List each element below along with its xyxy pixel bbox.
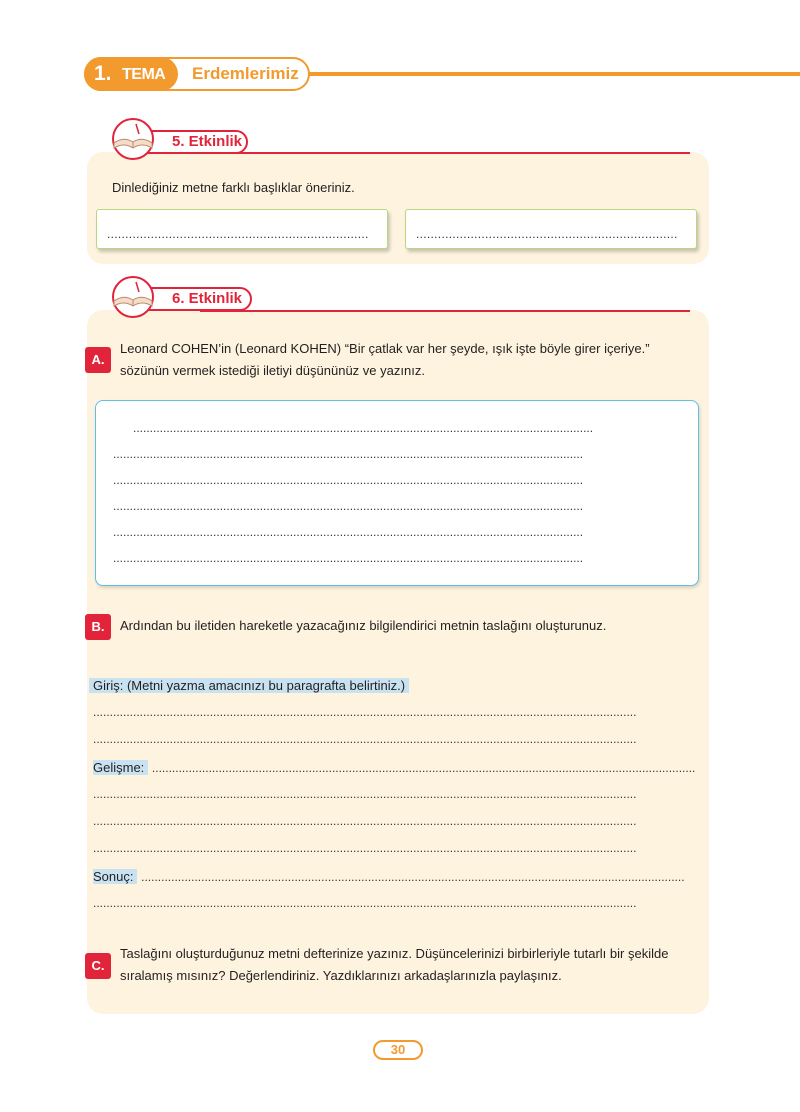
theme-label: TEMA	[122, 66, 166, 83]
section-b-text: Ardından bu iletiden hareketle yazacağınız bilgilendirici metnin taslağını oluşturunuz.	[120, 618, 607, 633]
theme-title: Erdemlerimiz	[192, 64, 299, 83]
answer-line: ..........................................................................................................................................	[133, 421, 594, 435]
open-book-icon	[106, 276, 160, 318]
answer-line: .............................................................................................................................................	[113, 551, 584, 565]
outline-line[interactable]: ...................................................................................................................................................................	[93, 841, 637, 855]
sonuc-row[interactable]	[93, 866, 701, 888]
activity6-title: 6. Etkinlik	[120, 287, 252, 311]
activity5-instruction: Dinlediğiniz metne farklı başlıklar öneriniz.	[112, 180, 355, 195]
section-b-badge: B.	[85, 614, 111, 640]
activity5-title: 5. Etkinlik	[120, 130, 248, 154]
answer-dots: ........................................................................	[416, 227, 678, 241]
section-a-answer-box[interactable]	[95, 400, 699, 586]
section-a-line1: Leonard COHEN’in (Leonard KOHEN) “Bir çatlak var her şeyde, ışık işte böyle girer içeriye.”	[120, 341, 650, 356]
theme-number-badge	[84, 57, 178, 91]
section-a-line2: sözünün vermek istediği iletiyi düşününüz ve yazınız.	[120, 363, 425, 378]
outline-line[interactable]: ...................................................................................................................................................................	[93, 705, 637, 719]
outline-line: ...................................................................................................................................................................	[141, 870, 685, 884]
page-number: 30	[373, 1040, 423, 1060]
outline-line[interactable]: ...................................................................................................................................................................	[93, 732, 637, 746]
section-c-line2: sıralamış mısınız? Değerlendiriniz. Yazdıklarınızı arkadaşlarınızla paylaşınız.	[120, 968, 562, 983]
header-rule	[300, 72, 800, 76]
answer-dots: ........................................................................	[107, 227, 369, 241]
outline-line[interactable]: ...................................................................................................................................................................	[93, 896, 637, 910]
gelisme-row[interactable]	[93, 757, 701, 779]
open-book-icon	[106, 118, 160, 160]
answer-line: .............................................................................................................................................	[113, 499, 584, 513]
outline-line[interactable]: ...................................................................................................................................................................	[93, 787, 637, 801]
answer-line: .............................................................................................................................................	[113, 447, 584, 461]
section-a-question	[120, 338, 696, 382]
section-c-badge: C.	[85, 953, 111, 979]
giris-label: Giriş: (Metni yazma amacınızı bu paragrafta belirtiniz.)	[89, 678, 409, 693]
answer-line: .............................................................................................................................................	[113, 473, 584, 487]
outline-line: ...................................................................................................................................................................	[151, 761, 696, 775]
section-a-badge: A.	[85, 347, 111, 373]
title-answer-box-2[interactable]	[405, 209, 697, 249]
section-c-line1: Taslağını oluşturduğunuz metni defterinize yazınız. Düşüncelerinizi birbirleriyle tutarlı bir şekilde	[120, 946, 669, 961]
giris-row	[93, 675, 409, 697]
outline-line[interactable]: ...................................................................................................................................................................	[93, 814, 637, 828]
activity5-rule	[200, 152, 690, 154]
answer-line: .............................................................................................................................................	[113, 525, 584, 539]
activity6-rule	[200, 310, 690, 312]
gelisme-label: Gelişme:	[93, 760, 148, 775]
section-c-text	[120, 943, 700, 987]
title-answer-box-1[interactable]	[96, 209, 388, 249]
sonuc-label: Sonuç:	[93, 869, 137, 884]
theme-number: 1.	[94, 62, 112, 85]
